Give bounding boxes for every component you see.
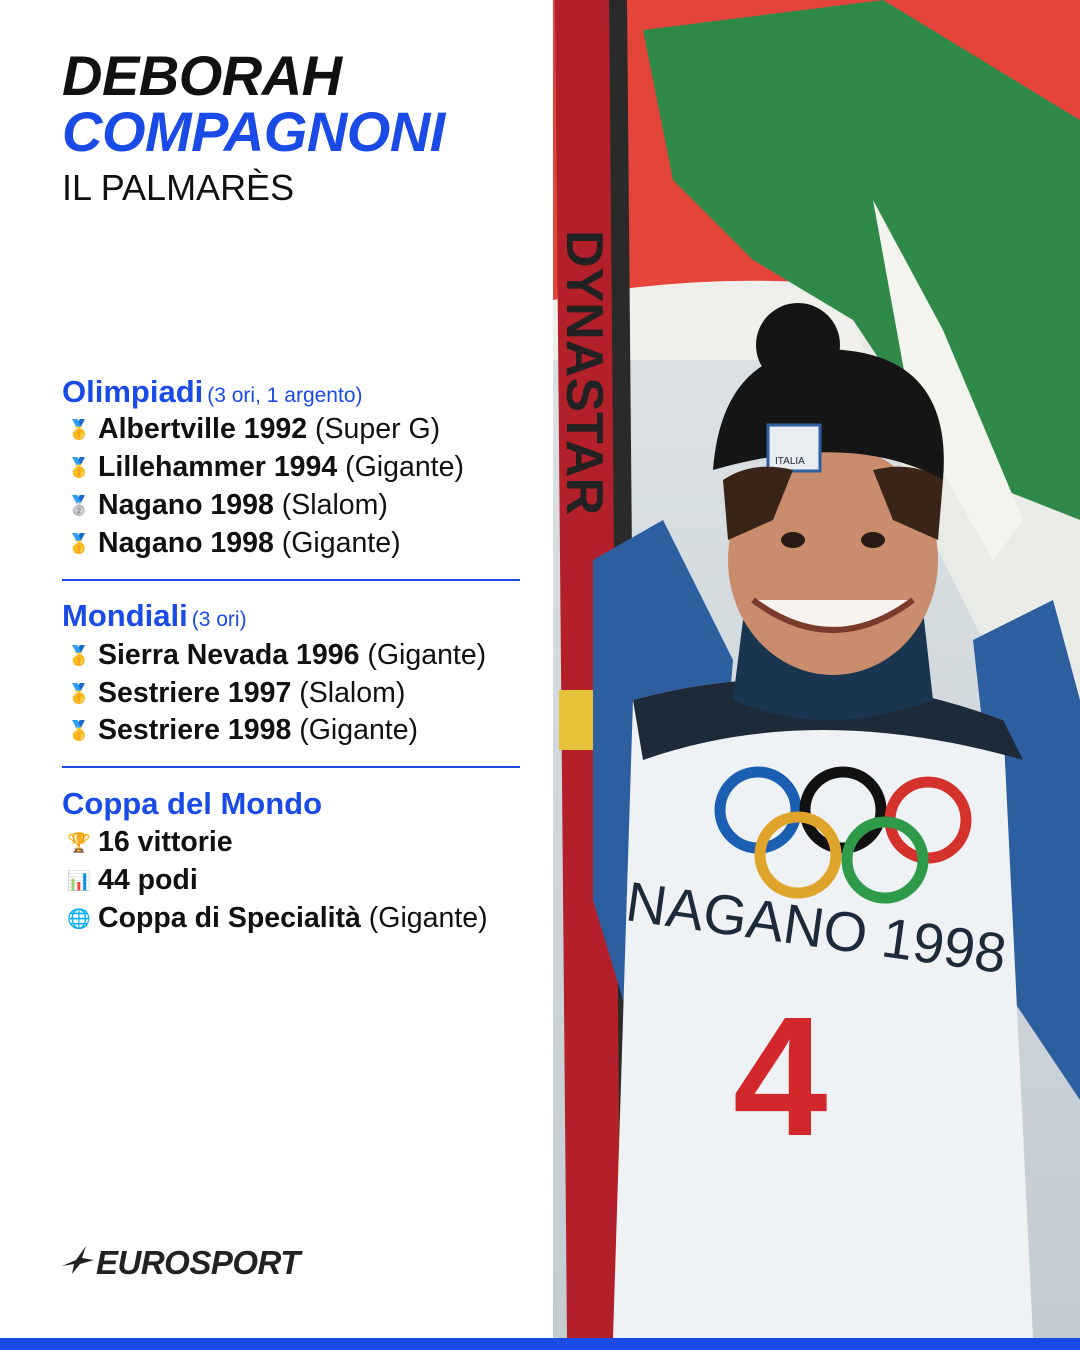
- hat-patch-text: ITALIA: [775, 456, 805, 467]
- bar-chart-icon: 📊: [67, 871, 91, 892]
- list-item: 📊 44 podi: [66, 863, 198, 899]
- list-item: 🥇 Sestriere 1998 (Gigante): [66, 713, 418, 749]
- section-heading-mondiali: Mondiali (3 ori): [62, 598, 247, 633]
- globe-icon: 🌐: [67, 909, 91, 930]
- section-heading-coppa-del-mondo: Coppa del Mondo: [62, 786, 323, 821]
- trophy-icon: 🏆: [67, 833, 91, 854]
- list-item: 🥇 Nagano 1998 (Gigante): [66, 526, 401, 562]
- list-item: 🏆 16 vittorie: [66, 825, 233, 861]
- section-divider: [62, 766, 520, 768]
- list-item: 🥇 Lillehammer 1994 (Gigante): [66, 450, 464, 486]
- section-divider: [62, 579, 520, 581]
- section-heading-olimpiadi: Olimpiadi (3 ori, 1 argento): [62, 374, 363, 409]
- athlete-first-name: DEBORAH: [62, 44, 342, 107]
- silver-medal-icon: 🥈: [67, 496, 91, 517]
- bib-event-text: NAGANO 1998: [622, 869, 1011, 986]
- list-item: 🥇 Sierra Nevada 1996 (Gigante): [66, 638, 486, 674]
- section-note: (3 ori): [191, 608, 247, 631]
- bib-number-text: 4: [733, 982, 828, 1172]
- star-icon: [62, 1244, 94, 1282]
- page-subtitle: IL PALMARÈS: [62, 167, 295, 208]
- gold-medal-icon: 🥇: [67, 534, 91, 555]
- ski-brand-text: DYNASTAR: [555, 230, 613, 516]
- gold-medal-icon: 🥇: [67, 684, 91, 705]
- gold-medal-icon: 🥇: [67, 420, 91, 441]
- athlete-last-name: COMPAGNONI: [62, 100, 445, 163]
- list-item: 🥇 Albertville 1992 (Super G): [66, 412, 440, 448]
- list-item: 🥇 Sestriere 1997 (Slalom): [66, 676, 405, 712]
- eurosport-logo: EUROSPORT: [62, 1244, 300, 1282]
- athlete-photo: [553, 0, 1080, 1338]
- section-note: (3 ori, 1 argento): [207, 384, 363, 407]
- gold-medal-icon: 🥇: [67, 721, 91, 742]
- list-item: 🌐 Coppa di Specialità (Gigante): [66, 901, 488, 937]
- gold-medal-icon: 🥇: [67, 646, 91, 667]
- brand-accent-bar: [0, 1338, 1080, 1350]
- gold-medal-icon: 🥇: [67, 458, 91, 479]
- list-item: 🥈 Nagano 1998 (Slalom): [66, 488, 388, 524]
